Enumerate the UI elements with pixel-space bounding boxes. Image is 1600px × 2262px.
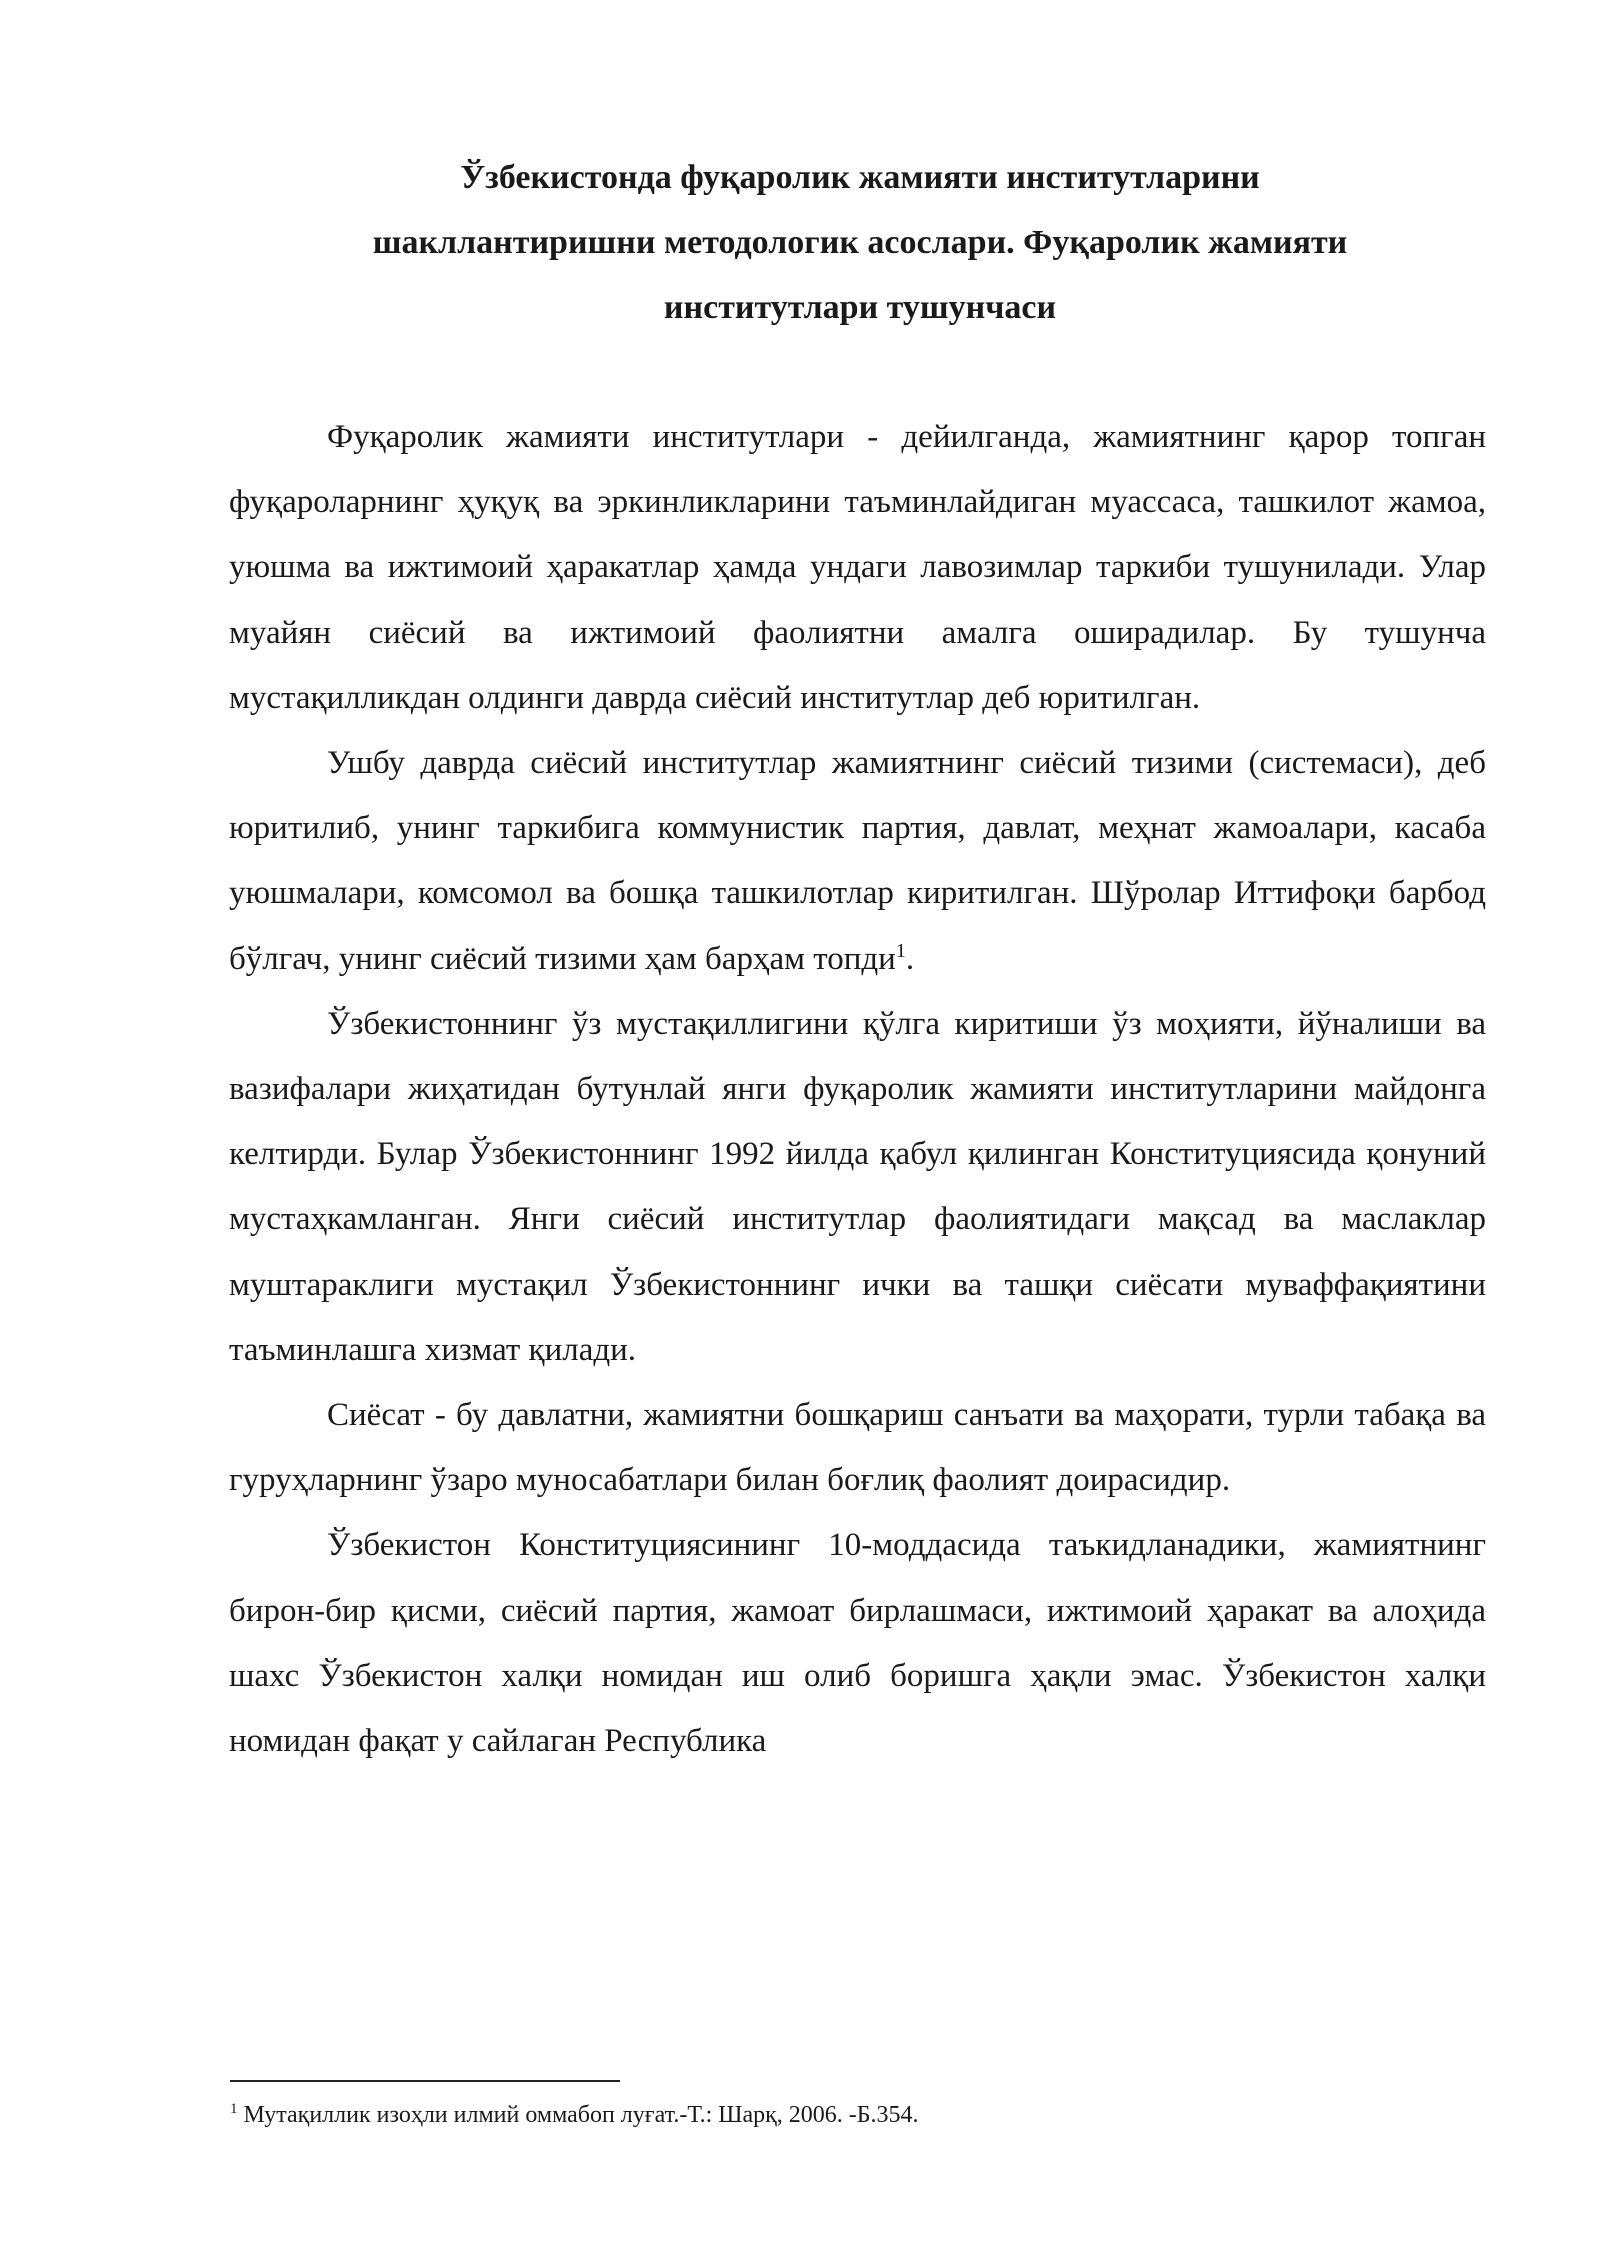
paragraph-2-end: . <box>905 940 915 977</box>
footnote-separator <box>230 2080 620 2082</box>
footnote-text: Мутақиллик изоҳли илмий оммабоп луғат.-Т.: Шарқ, 2006. -Б.354. <box>237 2102 919 2128</box>
footnote <box>230 2100 1480 2130</box>
paragraph-4: Сиёсат - бу давлатни, жамиятни бошқариш санъати ва маҳорати, турли табақа ва гуруҳларнинг ўзаро муносабатлари билан боғлиқ фаолият доирасидир. <box>229 1397 1486 1499</box>
paragraph-5: Ўзбекистон Конституциясининг 10-моддасида таъкидланадики, жамиятнинг бирон-бир қисми, сиёсий партия, жамоат бирлашмаси, ижтимоий ҳаракат ва алоҳида шахс Ўзбекистон халқи номидан иш олиб боришга ҳақли эмас. Ўзбекистон халқи номидан фақат у сайлаган Республика <box>229 1527 1486 1760</box>
paragraph-3: Ўзбекистоннинг ўз мустақиллигини қўлга киритиши ўз моҳияти, йўналиши ва вазифалари жиҳатидан бутунлай янги фуқаролик жамияти институтларини майдонга келтирди. Булар Ўзбекистоннинг 1992 йилда қабул қилинган Конституциясида қонуний мустаҳкамланган. Янги сиёсий институтлар фаолиятидаги мақсад ва маслаклар муштараклиги мустақил Ўзбекистоннинг ички ва ташқи сиёсати муваффақиятини таъминлашга хизмат қилади. <box>229 1005 1486 1368</box>
footnote-reference[interactable]: 1 <box>895 939 906 962</box>
title-line-3: институтлари тушунчаси <box>663 289 1057 326</box>
title-line-1: Ўзбекистонда фуқаролик жамияти институтларини <box>460 159 1260 196</box>
document-body <box>229 405 1486 1774</box>
document-title <box>230 145 1490 340</box>
title-line-2: шакллантиришни методологик асослари. Фуқаролик жамияти <box>372 224 1348 261</box>
footnote-mark: 1 <box>230 2101 238 2117</box>
paragraph-2-text: Ушбу даврда сиёсий институтлар жамиятнинг сиёсий тизими (системаси), деб юритилиб, унинг таркибига коммунистик партия, давлат, меҳнат жамоалари, касаба уюшмалари, комсомол ва бошқа ташкилотлар киритилган. Шўролар Иттифоқи барбод бўлгач, унинг сиёсий тизими ҳам барҳам топди <box>229 745 1486 977</box>
paragraph-1: Фуқаролик жамияти институтлари - дейилганда, жамиятнинг қарор топган фуқароларнинг ҳуқуқ ва эркинликларини таъминлайдиган муассаса, ташкилот жамоа, уюшма ва ижтимоий ҳаракатлар ҳамда ундаги лавозимлар таркиби тушунилади. Улар муайян сиёсий ва ижтимоий фаолиятни амалга оширадилар. Бу тушунча мустақилликдан олдинги даврда сиёсий институтлар деб юритилган. <box>229 419 1486 716</box>
paragraph-2 <box>229 731 1486 992</box>
